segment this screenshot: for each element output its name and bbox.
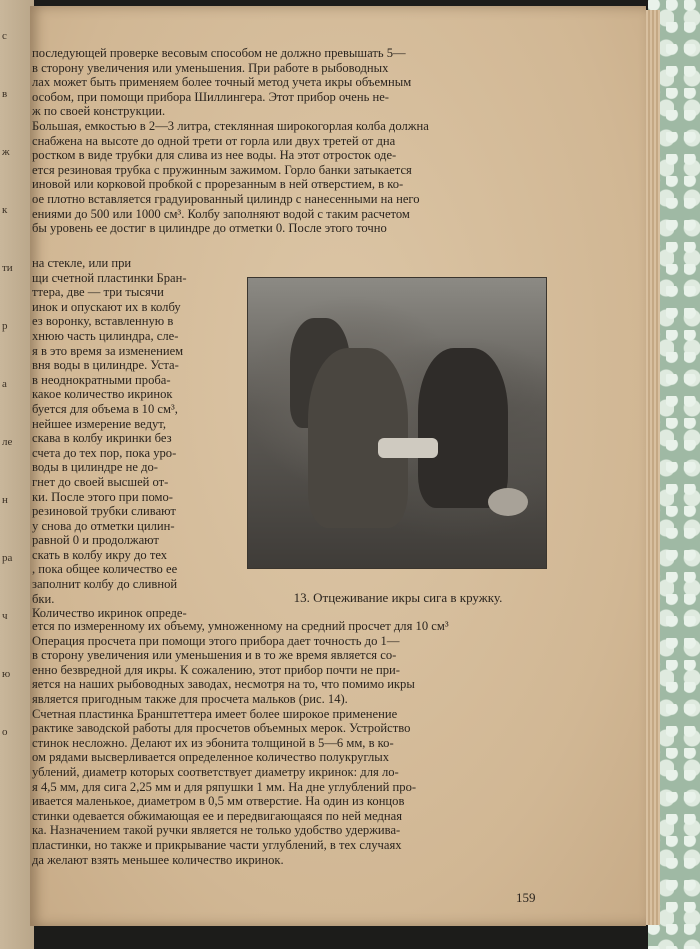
text-line: ивается маленькое, диаметром в 0,5 мм отверстие. На один из концов — [32, 794, 405, 809]
text-line: стинки одевается обжимающая ее и передвигающаяся по ней медная — [32, 808, 403, 823]
bottom-paragraph — [32, 619, 546, 867]
left-page-text-fragment: ти — [2, 262, 13, 274]
left-page-text-fragment: ю — [2, 668, 11, 680]
text-line: у снова до отметки цилин- — [32, 518, 175, 533]
left-page-text-fragment: с — [2, 30, 7, 42]
text-line: вня воды в цилиндре. Уста- — [32, 358, 179, 373]
text-line: Счетная пластинка Бранштеттера имеет более широкое применение — [32, 706, 398, 721]
left-page-text-fragment: а — [2, 378, 7, 390]
left-page-text-fragment: ч — [2, 610, 8, 622]
left-page-text-fragment: ж — [2, 146, 10, 158]
text-line: ки. После этого при помо- — [32, 489, 173, 504]
text-line: в неоднократными проба- — [32, 372, 171, 387]
text-line: Количество икринок опреде- — [32, 606, 187, 621]
text-line: ростком в виде трубки для слива из нее воды. На этот отросток оде- — [32, 148, 397, 163]
text-line: равной 0 и продолжают — [32, 533, 159, 548]
text-line: является пригодным также для просчета мальков (рис. 14). — [32, 691, 348, 706]
text-line: скава в колбу икринки без — [32, 431, 172, 446]
text-line: Операция просчета при помощи этого прибора дает точность до 1— — [32, 633, 400, 648]
left-page-edge — [0, 0, 34, 949]
text-line: рактике заводской работы для просчетов объемных мерок. Устройство — [32, 721, 411, 736]
text-line: пластинки, но также и прикрывание части углублений, в тех случаях — [32, 837, 402, 852]
left-page-text-fragment: к — [2, 204, 8, 216]
text-line: гнет до своей высшей от- — [32, 474, 169, 489]
text-line: скать в колбу икру до тех — [32, 547, 168, 562]
text-line: яется на наших рыбоводных заводах, несмотря на то, что помимо икры — [32, 677, 415, 692]
text-line: да желают взять меньшее количество икринок. — [32, 852, 284, 867]
text-line: воды в цилиндре не до- — [32, 460, 158, 475]
top-paragraph — [32, 46, 546, 236]
figure-caption: 13. Отцеживание икры сига в кружку. — [293, 590, 503, 605]
text-line: нейшее измерение ведут, — [32, 416, 166, 431]
text-line: в сторону увеличения или уменьшения. При работе в рыбоводных — [32, 60, 389, 75]
page-number: 159 — [516, 890, 536, 905]
text-line: хнюю часть цилиндра, сле- — [32, 328, 179, 343]
text-line: ттера, две — три тысячи — [32, 285, 164, 300]
left-page-text-fragment: р — [2, 320, 8, 332]
book-page — [30, 6, 646, 926]
text-line: бки. — [32, 591, 55, 606]
text-line: инок и опускают их в колбу — [32, 299, 181, 314]
text-line: особом, при помощи прибора Шиллингера. Этот прибор очень не- — [32, 89, 389, 104]
text-line: я 4,5 мм, для сига 2,25 мм и для ряпушки 1 мм. На дне углублений про- — [32, 779, 417, 794]
figure-photo — [247, 277, 547, 569]
text-line: счета до тех пор, пока уро- — [32, 445, 177, 460]
text-line: ом рядами высверливается определенное количество полукруглых — [32, 750, 390, 765]
left-page-text-fragment: ле — [2, 436, 13, 448]
text-line: буется для объема в 10 см³, — [32, 401, 178, 416]
text-line: стинок несложно. Делают их из эбонита толщиной в 5—6 мм, в ко- — [32, 735, 394, 750]
text-line: последующей проверке весовым способом не должно превышать 5— — [32, 46, 406, 60]
text-line: ется по измеренному их объему, умноженному на средний просчет для 10 см³ — [32, 619, 449, 633]
left-page-text-fragment: ра — [2, 552, 13, 564]
text-line: ениями до 500 или 1000 см³. Колбу заполняют водой с таким расчетом — [32, 206, 410, 221]
text-line: снабжена на высоте до одной трети от горла или двух третей от дна — [32, 133, 396, 148]
left-page-text-fragment: н — [2, 494, 8, 506]
text-line: ое плотно вставляется градуированный цилиндр с нанесенными на него — [32, 191, 420, 206]
text-line: иновой или корковой пробкой с прорезанным в ней отверстием, в ко- — [32, 177, 404, 192]
text-line: я в это время за изменением — [32, 343, 184, 358]
text-line: заполнит колбу до сливной — [32, 577, 178, 592]
text-line: Большая, емкостью в 2—3 литра, стеклянная широкогорлая колба должна — [32, 118, 429, 133]
text-line: резиновой трубки сливают — [32, 504, 176, 519]
text-line: енно безвредной для икры. К сожалению, этот прибор почти не при- — [32, 662, 400, 677]
text-line: ж по своей конструкции. — [32, 104, 166, 119]
text-line: ез воронку, вставленную в — [32, 314, 174, 329]
text-line: ка. Назначением такой ручки является не только удобство удержива- — [32, 823, 401, 838]
text-line: на стекле, или при — [32, 256, 132, 270]
text-line: в сторону увеличения или уменьшения и в то же время является со- — [32, 648, 397, 663]
text-line: , пока общее количество ее — [32, 562, 178, 577]
left-page-text-fragment: о — [2, 726, 8, 738]
text-line: бы уровень ее достиг в цилиндре до отметки 0. После этого точно — [32, 221, 387, 236]
narrow-column-text — [32, 256, 242, 621]
text-line: лах может быть применяем более точный метод учета икры объемным — [32, 75, 412, 90]
text-line: ублений, диаметр которых соответствует диаметру икринок: для ло- — [32, 764, 399, 779]
text-line: ется резиновая трубка с пружинным зажимом. Горло банки затыкается — [32, 162, 412, 177]
text-line: щи счетной пластинки Бран- — [32, 270, 187, 285]
text-line: какое количество икринок — [32, 387, 173, 402]
left-page-text-fragment: в — [2, 88, 8, 100]
